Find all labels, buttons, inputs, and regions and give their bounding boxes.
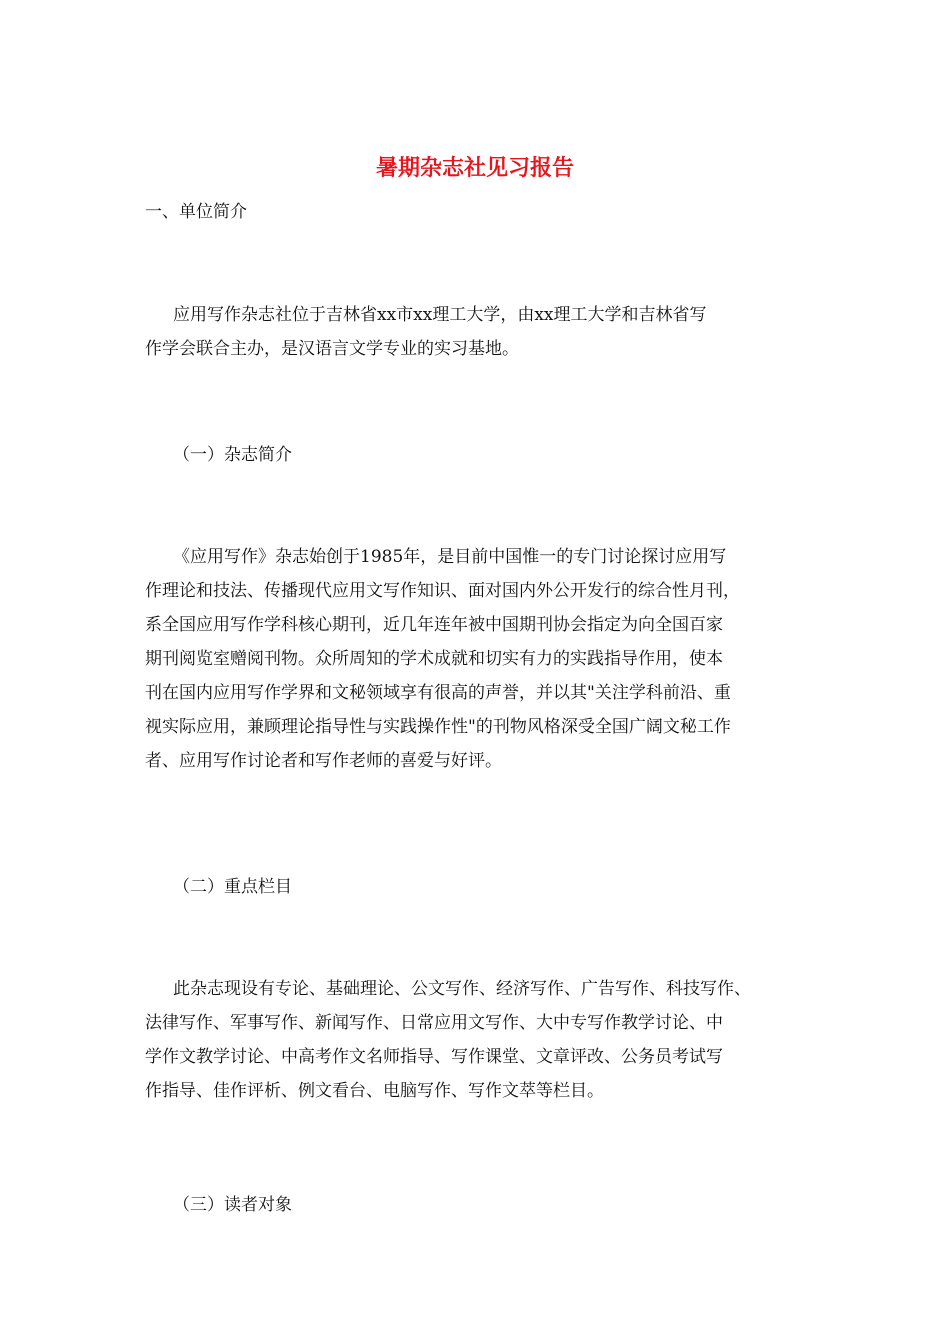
paragraph-line: 刊在国内应用写作学界和文秘领域享有很高的声誉，并以其"关注学科前沿、重	[145, 683, 731, 703]
paragraph-unit-intro	[145, 298, 815, 366]
paragraph-magazine-intro	[145, 540, 815, 778]
paragraph-line: 系全国应用写作学科核心期刊，近几年连年被中国期刊协会指定为向全国百家	[145, 615, 723, 635]
subsection-heading-magazine-intro: （一）杂志简介	[173, 445, 292, 465]
subsection-heading-key-columns: （二）重点栏目	[173, 877, 292, 897]
paragraph-line: 应用写作杂志社位于吉林省xx市xx理工大学，由xx理工大学和吉林省写	[173, 305, 707, 325]
paragraph-line: 作学会联合主办，是汉语言文学专业的实习基地。	[145, 339, 519, 359]
paragraph-line: 法律写作、军事写作、新闻写作、日常应用文写作、大中专写作教学讨论、中	[145, 1013, 723, 1033]
subsection-heading-readers: （三）读者对象	[173, 1195, 292, 1215]
paragraph-line: 《应用写作》杂志始创于1985年，是目前中国惟一的专门讨论探讨应用写	[173, 547, 727, 567]
paragraph-line: 者、应用写作讨论者和写作老师的喜爱与好评。	[145, 751, 502, 771]
paragraph-line: 视实际应用，兼顾理论指导性与实践操作性"的刊物风格深受全国广阔文秘工作	[145, 717, 731, 737]
paragraph-line: 期刊阅览室赠阅刊物。众所周知的学术成就和切实有力的实践指导作用，使本	[145, 649, 723, 669]
paragraph-line: 作指导、佳作评析、例文看台、电脑写作、写作文萃等栏目。	[145, 1081, 604, 1101]
paragraph-key-columns	[145, 972, 815, 1108]
paragraph-line: 作理论和技法、传播现代应用文写作知识、面对国内外公开发行的综合性月刊，	[145, 581, 740, 601]
section-heading-unit-intro: 一、单位简介	[145, 202, 247, 222]
paragraph-line: 学作文教学讨论、中高考作文名师指导、写作课堂、文章评改、公务员考试写	[145, 1047, 723, 1067]
paragraph-line: 此杂志现设有专论、基础理论、公文写作、经济写作、广告写作、科技写作、	[173, 979, 751, 999]
document-title: 暑期杂志社见习报告	[375, 155, 574, 181]
